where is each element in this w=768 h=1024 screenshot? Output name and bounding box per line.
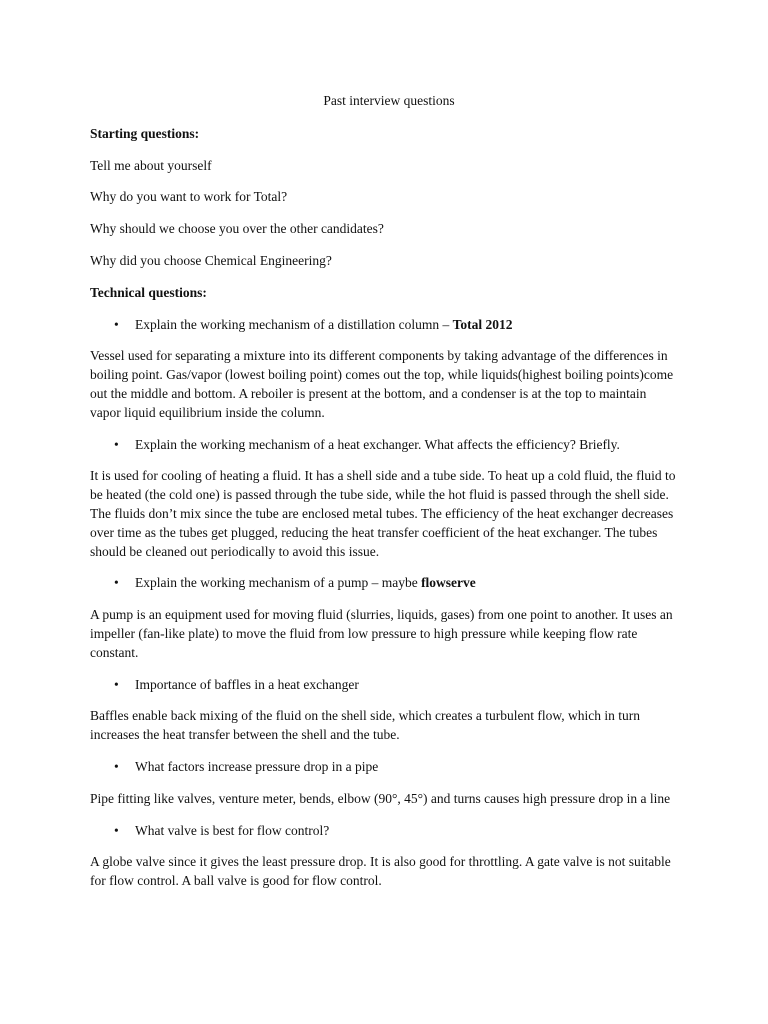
bullet-icon: • [114, 436, 119, 452]
starting-question: Tell me about yourself [90, 157, 212, 173]
technical-question-item [90, 436, 680, 455]
technical-question-item [90, 574, 680, 593]
document-page [90, 92, 680, 904]
question-text: Explain the working mechanism of a heat exchanger. What affects the efficiency? Briefly. [135, 436, 620, 452]
starting-question: Why should we choose you over the other candidates? [90, 221, 384, 237]
technical-question-item [90, 676, 680, 695]
answer-paragraph: It is used for cooling of heating a fluid. It has a shell side and a tube side. To heat up a cold fluid, the fluid to be heated (the cold one) is passed through the tube side, while the hot fluid is passed through the shell side. The fluids don’t mix since the tube are enclosed metal tubes. The efficiency of the heat exchanger decreases over time as the tubes get plugged, reducing the heat transfer coefficient of the heat exchanger. The tubes should be cleaned out periodically to avoid this issue. [90, 468, 676, 559]
question-text: Explain the working mechanism of a pump – maybe [135, 575, 422, 591]
starting-question: Why did you choose Chemical Engineering? [90, 252, 332, 268]
bullet-icon: • [114, 822, 119, 838]
question-text: What valve is best for flow control? [135, 822, 330, 838]
answer-paragraph: Pipe fitting like valves, venture meter, bends, elbow (90°, 45°) and turns causes high pressure drop in a line [90, 790, 671, 806]
starting-question: Why do you want to work for Total? [90, 189, 288, 205]
technical-question-item [90, 822, 680, 841]
question-text: Importance of baffles in a heat exchanger [135, 676, 359, 692]
answer-paragraph: Vessel used for separating a mixture into its different components by taking advantage of the differences in boiling point. Gas/vapor (lowest boiling point) comes out the top, while liquids(highest boiling points)come out the middle and bottom. A reboiler is present at the bottom, and a condenser is at the top to maintain vapor liquid equilibrium inside the column. [90, 348, 674, 420]
answer-paragraph: A pump is an equipment used for moving fluid (slurries, liquids, gases) from one point to another. It uses an impeller (fan-like plate) to move the fluid from low pressure to high pressure while keeping flow rate constant. [90, 607, 673, 660]
bullet-icon: • [114, 676, 119, 692]
document-title: Past interview questions [323, 93, 455, 108]
question-text: What factors increase pressure drop in a pipe [135, 758, 379, 774]
technical-question-item [90, 316, 680, 335]
question-tag: flowserve [421, 575, 476, 591]
technical-questions-heading: Technical questions: [90, 284, 207, 300]
bullet-icon: • [114, 575, 119, 591]
answer-paragraph: A globe valve since it gives the least pressure drop. It is also good for throttling. A gate valve is not suitable for flow control. A ball valve is good for flow control. [90, 854, 671, 889]
starting-questions-heading: Starting questions: [90, 125, 200, 141]
answer-paragraph: Baffles enable back mixing of the fluid on the shell side, which creates a turbulent flow, which in turn increases the heat transfer between the shell and the tube. [90, 708, 640, 743]
question-text: Explain the working mechanism of a distillation column – [135, 316, 453, 332]
technical-question-item [90, 758, 680, 777]
bullet-icon: • [114, 758, 119, 774]
question-tag: Total 2012 [452, 316, 513, 332]
bullet-icon: • [114, 316, 119, 332]
